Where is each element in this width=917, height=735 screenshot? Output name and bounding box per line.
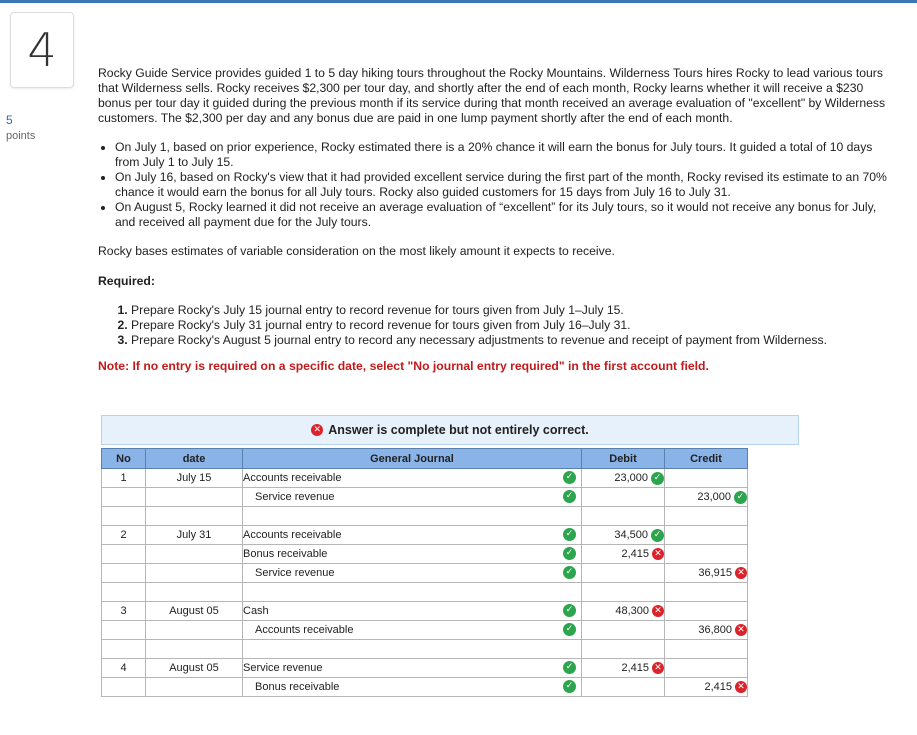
credit-field[interactable] [665,545,748,564]
check-circle-icon: ✓ [563,623,576,636]
x-circle-icon: ✕ [735,567,747,579]
entry-number [102,678,146,697]
requirement-item: 2. Prepare Rocky's July 31 journal entry to record revenue for tours given from July 16–July 31. [131,318,888,333]
credit-amount-wrap [665,491,747,504]
credit-amount: 23,000 [697,491,731,503]
check-circle-icon: ✓ [563,680,576,693]
debit-amount: 2,415 [621,548,649,560]
entry-number [102,545,146,564]
answer-status-text: Answer is complete but not entirely correct. [328,423,589,437]
account-field[interactable] [243,507,582,526]
journal-row [102,602,748,621]
account-field[interactable] [243,678,582,697]
check-circle-icon: ✓ [651,529,664,542]
debit-field[interactable] [582,526,665,545]
journal-row [102,621,748,640]
credit-field[interactable] [665,469,748,488]
account-name: Accounts receivable [243,529,342,541]
entry-date[interactable] [146,545,243,564]
account-field[interactable] [243,545,582,564]
entry-number [102,621,146,640]
account-field[interactable] [243,602,582,621]
requirements-list [98,303,888,348]
scenario-bullets [98,140,888,230]
debit-field[interactable] [582,564,665,583]
credit-field[interactable] [665,621,748,640]
col-header-debit: Debit [582,449,665,469]
credit-amount-wrap [665,681,747,693]
x-circle-icon: ✕ [735,624,747,636]
credit-amount: 36,800 [698,624,732,636]
journal-row [102,659,748,678]
debit-field[interactable] [582,583,665,602]
question-number: 4 [10,12,74,88]
check-circle-icon: ✓ [563,547,576,560]
credit-amount-wrap [665,567,747,579]
debit-amount: 48,300 [615,605,649,617]
debit-amount: 34,500 [614,529,648,541]
top-accent-bar [0,0,917,3]
entry-date[interactable] [146,488,243,507]
x-circle-icon: ✕ [652,662,664,674]
x-circle-icon: ✕ [652,605,664,617]
x-circle-icon: ✕ [311,424,323,436]
entry-date[interactable] [146,583,243,602]
answer-status-banner [101,415,799,445]
question-content [98,66,888,374]
credit-field[interactable] [665,678,748,697]
note-text: Note: If no entry is required on a specific date, select "No journal entry required" in the first account field. [98,359,709,373]
debit-field[interactable] [582,507,665,526]
entry-number [102,507,146,526]
debit-field[interactable] [582,469,665,488]
entry-date[interactable]: July 31 [146,526,243,545]
check-circle-icon: ✓ [563,528,576,541]
journal-row [102,488,748,507]
account-field[interactable] [243,526,582,545]
account-name: Bonus receivable [255,681,340,693]
entry-number: 4 [102,659,146,678]
account-name: Bonus receivable [243,548,328,560]
credit-amount-wrap [665,624,747,636]
points-label: points [6,130,36,142]
credit-field[interactable] [665,488,748,507]
journal-row [102,526,748,545]
check-circle-icon: ✓ [651,472,664,485]
entry-number [102,488,146,507]
entry-number: 2 [102,526,146,545]
account-field[interactable] [243,640,582,659]
points-value: 5 [6,113,13,127]
check-circle-icon: ✓ [734,491,747,504]
journal-blank-row [102,640,748,659]
check-circle-icon: ✓ [563,471,576,484]
bullet-item: • On August 5, Rocky learned it did not receive an average evaluation of “excellent” for its July tours, so it would not receive any bonus for July, and received all payment due for the July tours. [115,200,888,230]
account-field[interactable] [243,469,582,488]
entry-date[interactable]: July 15 [146,469,243,488]
journal-body [102,469,748,697]
debit-field[interactable] [582,602,665,621]
credit-amount: 2,415 [704,681,732,693]
requirement-item: 1. Prepare Rocky's July 15 journal entry to record revenue for tours given from July 1–July 15. [131,303,888,318]
x-circle-icon: ✕ [735,681,747,693]
entry-date[interactable] [146,640,243,659]
credit-field[interactable] [665,659,748,678]
account-field[interactable] [243,488,582,507]
debit-field[interactable] [582,621,665,640]
credit-field[interactable] [665,583,748,602]
credit-field[interactable] [665,564,748,583]
account-name: Cash [243,605,269,617]
entry-date[interactable]: August 05 [146,659,243,678]
debit-field[interactable] [582,640,665,659]
bullet-item: • On July 1, based on prior experience, Rocky estimated there is a 20% chance it will earn the bonus for July tours. It guided a total of 10 days from July 1 to July 15. [115,140,888,170]
account-field[interactable] [243,621,582,640]
debit-field[interactable] [582,678,665,697]
account-name: Service revenue [255,567,335,579]
debit-field[interactable] [582,659,665,678]
col-header-credit: Credit [665,449,748,469]
x-circle-icon: ✕ [652,548,664,560]
debit-field[interactable] [582,545,665,564]
account-field[interactable] [243,659,582,678]
journal-blank-row [102,583,748,602]
debit-amount: 23,000 [614,472,648,484]
credit-field[interactable] [665,507,748,526]
credit-field[interactable] [665,640,748,659]
journal-row [102,564,748,583]
debit-amount-wrap [582,548,664,560]
requirement-item: 3. Prepare Rocky's August 5 journal entry to record any necessary adjustments to revenue and receipt of payment from Wilderness. [131,333,888,348]
account-name: Accounts receivable [243,472,342,484]
check-circle-icon: ✓ [563,566,576,579]
journal-row [102,469,748,488]
journal-header-row [102,449,748,469]
journal-table [101,448,748,697]
check-circle-icon: ✓ [563,604,576,617]
entry-date[interactable] [146,621,243,640]
col-header-date: date [146,449,243,469]
journal-blank-row [102,507,748,526]
entry-number [102,640,146,659]
check-circle-icon: ✓ [563,661,576,674]
debit-amount-wrap [582,529,664,542]
credit-field[interactable] [665,602,748,621]
check-circle-icon: ✓ [563,490,576,503]
intro-paragraph: Rocky Guide Service provides guided 1 to 5 day hiking tours throughout the Rocky Mountains. Wilderness Tours hires Rocky to lead various tours that Wilderness sells. Rocky receives $2,300 per tour day, and shortly after the end of each month, Rocky learns whether it will receive a $230 bonus per tour day it guided during the previous month if its service during that month received an average evaluation of "excellent" by Wilderness customers. The $2,300 per day and any bonus due are paid in one lump payment shortly after the end of each month. [98,66,886,125]
journal-row [102,545,748,564]
entry-date[interactable] [146,678,243,697]
debit-amount-wrap [582,605,664,617]
basis-text: Rocky bases estimates of variable consideration on the most likely amount it expects to receive. [98,244,615,258]
points-info [6,113,56,142]
debit-amount-wrap [582,472,664,485]
col-header-account: General Journal [243,449,582,469]
entry-number [102,583,146,602]
credit-amount: 36,915 [698,567,732,579]
account-name: Accounts receivable [255,624,354,636]
journal-row [102,678,748,697]
entry-number [102,564,146,583]
entry-number: 3 [102,602,146,621]
entry-date[interactable]: August 05 [146,602,243,621]
account-field[interactable] [243,564,582,583]
col-header-no: No [102,449,146,469]
entry-number: 1 [102,469,146,488]
entry-date[interactable] [146,507,243,526]
account-name: Service revenue [243,662,323,674]
required-title: Required: [98,274,155,288]
account-field[interactable] [243,583,582,602]
entry-date[interactable] [146,564,243,583]
bullet-item: • On July 16, based on Rocky's view that it had provided excellent service during the first part of the month, Rocky revised its estimate to an 70% chance it would earn the bonus for all July tours. Rocky also guided customers for 15 days from July 16 to July 31. [115,170,888,200]
credit-field[interactable] [665,526,748,545]
debit-field[interactable] [582,488,665,507]
account-name: Service revenue [255,491,335,503]
debit-amount: 2,415 [621,662,649,674]
debit-amount-wrap [582,662,664,674]
